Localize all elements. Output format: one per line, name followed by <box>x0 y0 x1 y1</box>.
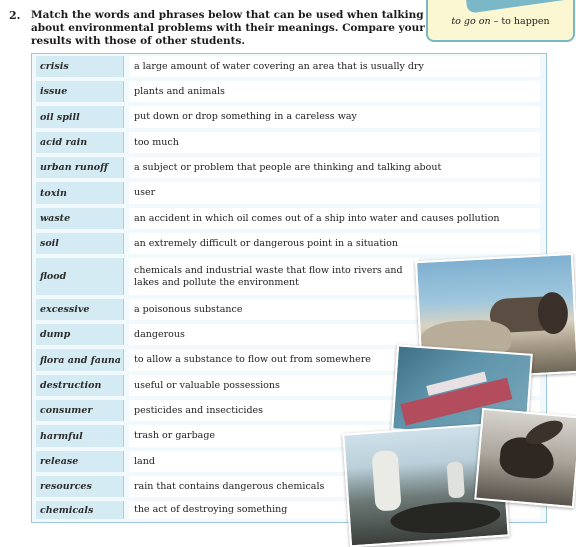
vocab-meaning: user <box>129 182 540 204</box>
exercise-instructions: Match the words and phrases below that can be used when talking about environmental problems with their meanings. Compare your results with those of other students. <box>31 9 425 47</box>
vocab-meaning: trash or garbage <box>129 425 540 447</box>
vocab-word: toxin <box>36 182 124 204</box>
phrase-box-text <box>428 16 573 27</box>
vocab-meaning: to allow a substance to flow out from somewhere <box>129 349 540 371</box>
vocab-word: crisis <box>36 56 124 77</box>
vocab-meaning: dangerous <box>129 324 540 345</box>
vocab-meaning: the act of destroying something <box>129 501 540 519</box>
table-row <box>32 180 544 206</box>
vocab-word: issue <box>36 81 124 102</box>
vocab-word: soil <box>36 233 124 254</box>
vocab-word: flood <box>36 258 124 295</box>
vocab-word: resources <box>36 476 124 497</box>
vocab-word: excessive <box>36 299 124 320</box>
vocab-word: destruction <box>36 375 124 396</box>
vocab-word: oil spill <box>36 106 124 128</box>
vocab-meaning: chemicals and industrial waste that flow into rivers and lakes and pollute the environment <box>129 258 419 295</box>
vocab-meaning: pesticides and insecticides <box>129 400 540 421</box>
vocab-word: consumer <box>36 400 124 421</box>
vocab-word: dump <box>36 324 124 345</box>
worker-figure-2 <box>446 461 464 498</box>
oiled-bird-photo <box>474 408 576 508</box>
vocab-meaning: plants and animals <box>129 81 540 102</box>
vocab-meaning: too much <box>129 132 540 153</box>
vocab-meaning: land <box>129 451 540 472</box>
vocab-word: urban runoff <box>36 157 124 178</box>
vocab-word: chemicals <box>36 501 124 519</box>
vocab-meaning: an accident in which oil comes out of a ship into water and causes pollution <box>129 208 540 229</box>
vocab-meaning: an extremely difficult or dangerous point in a situation <box>129 233 540 254</box>
oil-slick <box>389 499 501 537</box>
vocab-meaning: a poisonous substance <box>129 299 540 320</box>
vocab-meaning: rain that contains dangerous chemicals <box>129 476 540 497</box>
vocab-meaning: useful or valuable possessions <box>129 375 540 396</box>
vocab-word: waste <box>36 208 124 229</box>
vocab-word: acid rain <box>36 132 124 153</box>
vocab-meaning: a large amount of water covering an area that is usually dry <box>129 56 540 77</box>
table-row <box>32 104 544 130</box>
phrase-box-tab <box>465 0 576 14</box>
table-row <box>32 231 544 256</box>
vocab-meaning: a subject or problem that people are thinking and talking about <box>129 157 540 178</box>
phrase-definition: – to happen <box>490 16 550 27</box>
vocab-word: release <box>36 451 124 472</box>
table-row <box>32 54 544 79</box>
table-row <box>32 79 544 104</box>
vocab-word: harmful <box>36 425 124 447</box>
table-row <box>32 130 544 155</box>
table-row <box>32 155 544 180</box>
worker-figure <box>372 450 402 512</box>
vocab-meaning: put down or drop something in a careless way <box>129 106 540 128</box>
phrase-box <box>426 0 575 42</box>
phrase-term: to go on <box>451 16 491 27</box>
vocab-word: flora and fauna <box>36 349 124 371</box>
exercise-number: 2. <box>9 9 21 22</box>
table-row <box>32 206 544 231</box>
